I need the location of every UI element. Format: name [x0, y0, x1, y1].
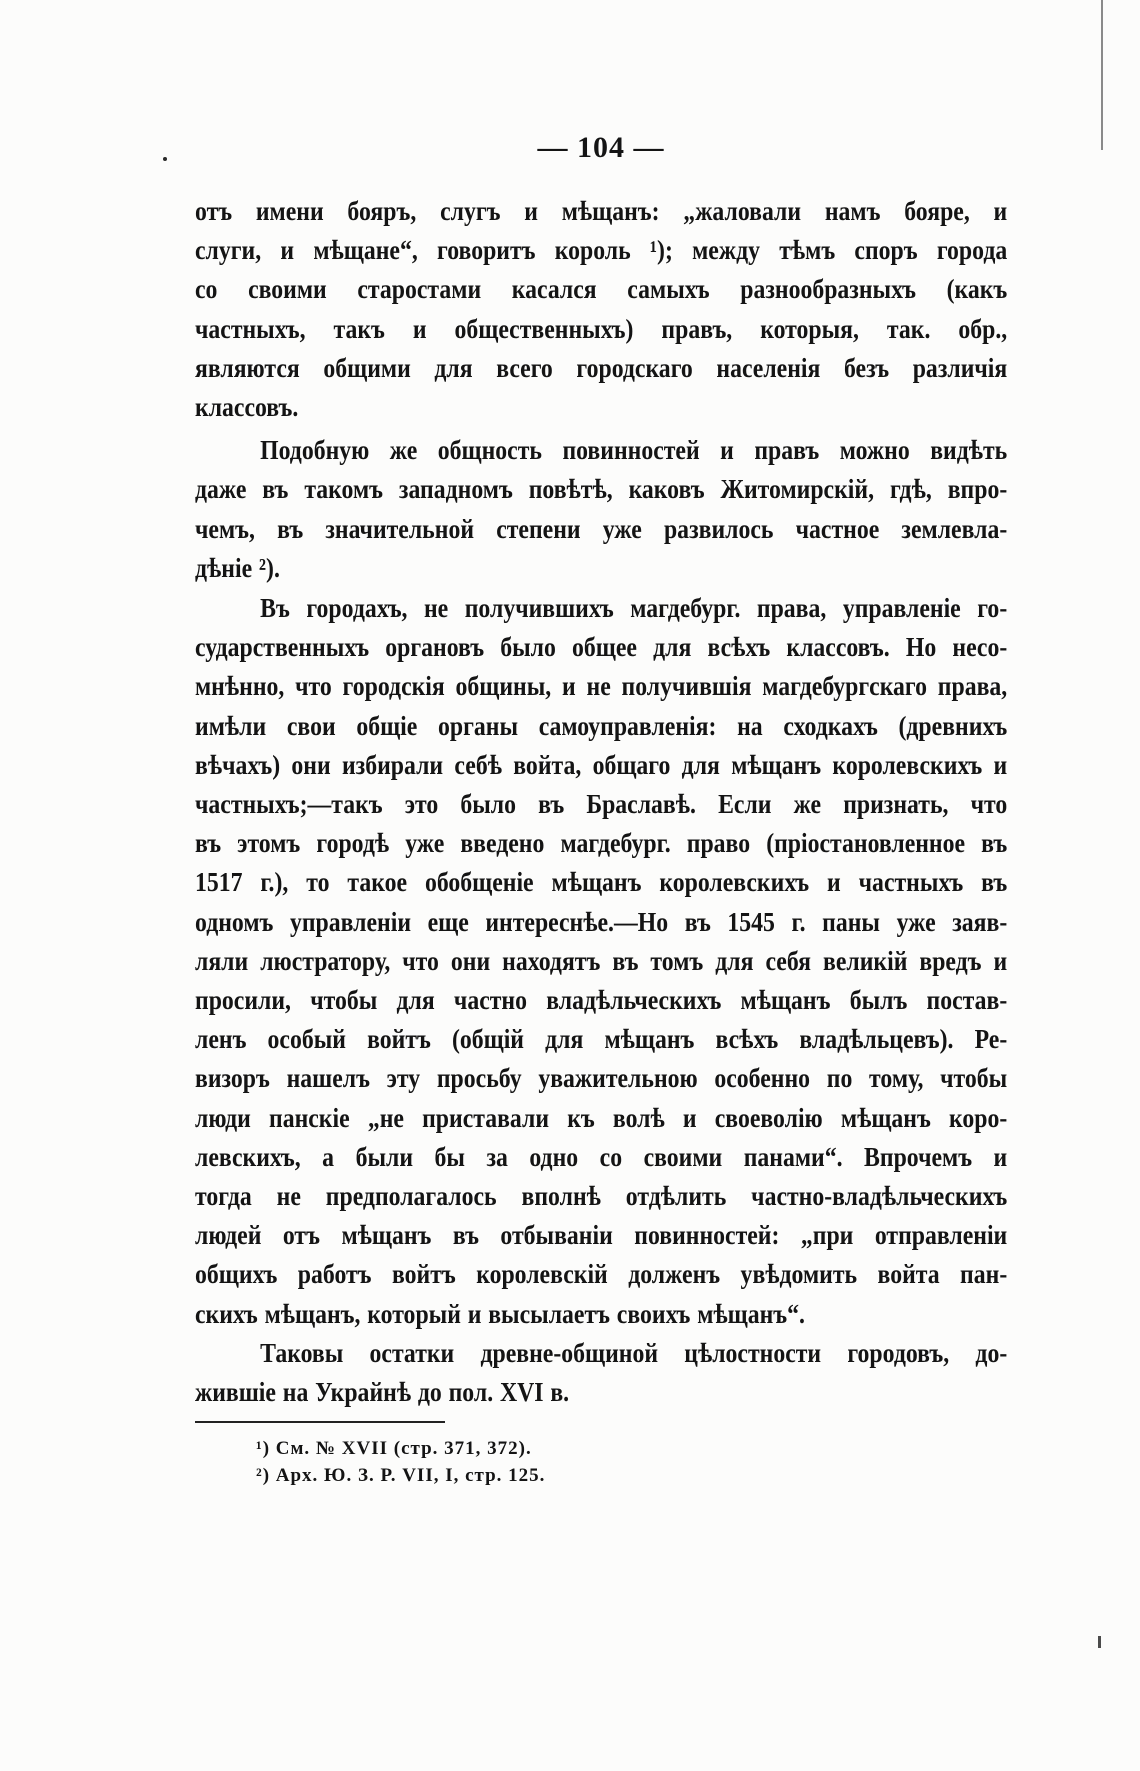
text-line: просили, чтобы для частно владѣльческихъ мѣщанъ былъ постав-: [195, 985, 1008, 1016]
scan-mark: [1098, 1636, 1101, 1648]
text-line: скихъ мѣщанъ, который и высылаетъ своихъ мѣщанъ“.: [195, 1298, 805, 1329]
text-line: отъ имени бояръ, слугъ и мѣщанъ: „жаловали намъ бояре, и: [195, 196, 1008, 226]
text-line: чемъ, въ значительной степени уже развилось частное землевла-: [195, 513, 1008, 544]
text-line: тогда не предполагалось вполнѣ отдѣлить частно-владѣльческихъ: [195, 1181, 1008, 1212]
text-line: ляли люстратору, что они находятъ въ томъ для себя великій вредъ и: [195, 945, 1008, 976]
text-line: въ этомъ городѣ уже введено магдебург. право (пріостановленное въ: [195, 828, 1008, 859]
paragraph: [195, 589, 1007, 1334]
text-line: Таковы остатки древне-общиной цѣлостности городовъ, до-: [260, 1337, 1008, 1368]
text-line: частныхъ;—такъ это было въ Браславѣ. Если же признать, что: [195, 789, 1008, 820]
text-line: левскихъ, а были бы за одно со своими панами“. Впрочемъ и: [195, 1141, 1008, 1172]
text-line: со своими старостами касался самыхъ разнообразныхъ (какъ: [195, 274, 1008, 305]
text-line: являются общими для всего городскаго населенія безъ различія: [195, 352, 1008, 383]
text-line: сударственныхъ органовъ было общее для всѣхъ классовъ. Но несо-: [195, 632, 1008, 663]
text-line: визоръ нашелъ эту просьбу уважительною особенно по тому, чтобы: [195, 1063, 1008, 1094]
text-line: Подобную же общность повинностей и правъ можно видѣть: [260, 435, 1008, 466]
body-text: [195, 192, 1007, 1412]
footnotes: [256, 1435, 756, 1489]
text-line: вѣчахъ) они избирали себѣ войта, общаго для мѣщанъ королевскихъ и: [195, 749, 1008, 780]
scan-speck: [163, 157, 167, 161]
footnote-separator: [195, 1421, 445, 1423]
text-line: частныхъ, такъ и общественныхъ) правъ, которыя, так. обр.,: [195, 313, 1008, 344]
footnote: ²) Арх. Ю. З. Р. VII, I, стр. 125.: [256, 1465, 546, 1486]
text-line: ленъ особый войтъ (общій для мѣщанъ всѣхъ владѣльцевъ). Ре-: [195, 1024, 1008, 1055]
text-line: люди панскіе „не приставали къ волѣ и своеволію мѣщанъ коро-: [195, 1102, 1008, 1133]
paragraph: [195, 192, 1007, 427]
paragraph: [195, 1334, 1007, 1412]
footnote: ¹) См. № XVII (стр. 371, 372).: [256, 1438, 532, 1459]
text-line: общихъ работъ войтъ королевскій долженъ увѣдомить войта пан-: [195, 1259, 1008, 1290]
text-line: жившіе на Украйнѣ до пол. XVI в.: [195, 1377, 570, 1408]
text-line: мнѣнно, что городскія общины, и не получившія магдебургскаго права,: [195, 671, 1008, 702]
text-line: даже въ такомъ западномъ повѣтѣ, каковъ Житомирскій, гдѣ, впро-: [195, 474, 1008, 505]
text-line: имѣли свои общіе органы самоуправленія: на сходкахъ (древнихъ: [195, 710, 1008, 741]
scan-edge-line: [1101, 0, 1103, 150]
text-line: 1517 г.), то такое обобщеніе мѣщанъ королевскихъ и частныхъ въ: [195, 867, 1008, 898]
text-line: классовъ.: [195, 392, 299, 423]
text-line: слуги, и мѣщане“, говоритъ король ¹); между тѣмъ споръ города: [195, 235, 1008, 266]
text-line: одномъ управленіи еще интереснѣе.—Но въ 1545 г. паны уже заяв-: [195, 906, 1008, 937]
text-line: людей отъ мѣщанъ въ отбываніи повинностей: „при отправленіи: [195, 1220, 1008, 1251]
text-line: Въ городахъ, не получившихъ магдебург. права, управленіе го-: [260, 593, 1008, 624]
text-line: дѣніе ²).: [195, 552, 280, 583]
paragraph: [195, 431, 1007, 588]
page-number: — 104 —: [537, 131, 665, 164]
